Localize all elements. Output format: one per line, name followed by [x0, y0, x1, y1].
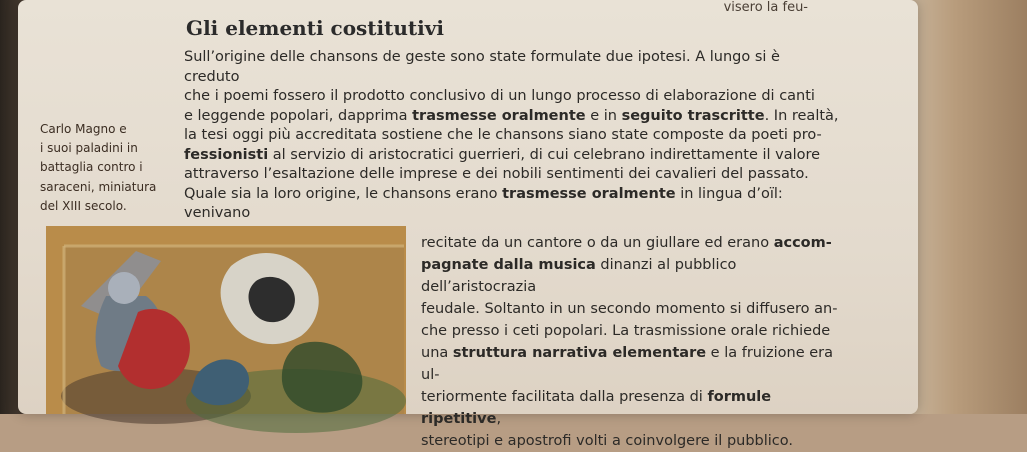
bold-phrase: formule ripetitive: [421, 389, 772, 427]
text-line: [421, 232, 851, 254]
text-line: stereotipi e apostrofi volti a coinvolgere il pubblico.: [421, 433, 794, 449]
text-span: e in: [585, 107, 622, 124]
text-line: che i poemi fossero il prodotto conclusivo di un lungo processo di elaborazione di canti: [184, 88, 815, 104]
miniature-illustration: [46, 226, 406, 414]
background-right-wood: [907, 0, 1027, 414]
medieval-miniature-image: [46, 226, 406, 414]
text-span: recitate da un cantore o da un giullare ed erano: [421, 235, 774, 251]
text-span: e leggende popolari, dapprima: [184, 107, 413, 124]
text-line: che presso i ceti popolari. La trasmissione orale richiede: [421, 323, 831, 339]
caption-line: Carlo Magno e: [40, 122, 127, 136]
text-line: [184, 107, 839, 127]
bold-phrase: fessionisti: [184, 146, 269, 163]
text-span: una: [421, 345, 453, 361]
corner-note: visero la feu-: [723, 0, 808, 15]
text-span: Quale sia la loro origine, le chansons erano: [184, 185, 503, 202]
paragraph-lower: [421, 232, 851, 452]
bold-phrase: accom-: [773, 235, 832, 251]
text-span: al servizio di aristocratici guerrieri, di cui celebrano indirettamente il valore: [268, 146, 821, 163]
knight-helmet-left: [108, 272, 140, 304]
caption-line: i suoi paladini in: [40, 141, 138, 156]
caption-line: battaglia contro i: [40, 160, 143, 175]
text-line: [421, 254, 851, 298]
caption-line: del XIII secolo.: [40, 198, 127, 213]
text-span: teriormente facilitata dalla presenza di: [421, 389, 708, 405]
text-line: [184, 146, 839, 166]
text-span: ,: [496, 411, 502, 427]
text-line: attraverso l’esaltazione delle imprese e dei nobili sentimenti dei cavalieri del passato.: [184, 166, 809, 182]
bold-phrase: seguito trascritte: [621, 107, 765, 124]
bold-phrase: trasmesse oralmente: [502, 185, 676, 202]
text-span: e la fruizione era ul-: [421, 345, 834, 383]
text-line: Sull’origine delle chansons de geste sono state formulate due ipotesi. A lungo si è creduto: [184, 49, 780, 85]
section-heading: Gli elementi costitutivi: [186, 16, 444, 40]
text-line: [421, 342, 851, 386]
text-span: . In realtà,: [764, 107, 839, 124]
intro-paragraph: [184, 48, 839, 224]
text-line: feudale. Soltanto in un secondo momento si diffusero an-: [421, 301, 838, 317]
text-line: la tesi oggi più accreditata sostiene che le chansons siano state composte da poeti pro-: [184, 127, 822, 143]
text-line: [421, 386, 851, 430]
text-span: dinanzi al pubblico dell’aristocrazia: [421, 257, 737, 295]
text-span: in lingua d’oïl: venivano: [184, 185, 783, 221]
bold-phrase: struttura narrativa elementare: [452, 345, 707, 361]
text-line: [184, 185, 839, 224]
image-caption: [40, 120, 160, 216]
caption-line: saraceni, miniatura: [40, 179, 157, 194]
bold-phrase: trasmesse oralmente: [412, 107, 586, 124]
book-page: [18, 0, 918, 449]
bold-phrase: pagnate dalla musica: [421, 257, 596, 273]
